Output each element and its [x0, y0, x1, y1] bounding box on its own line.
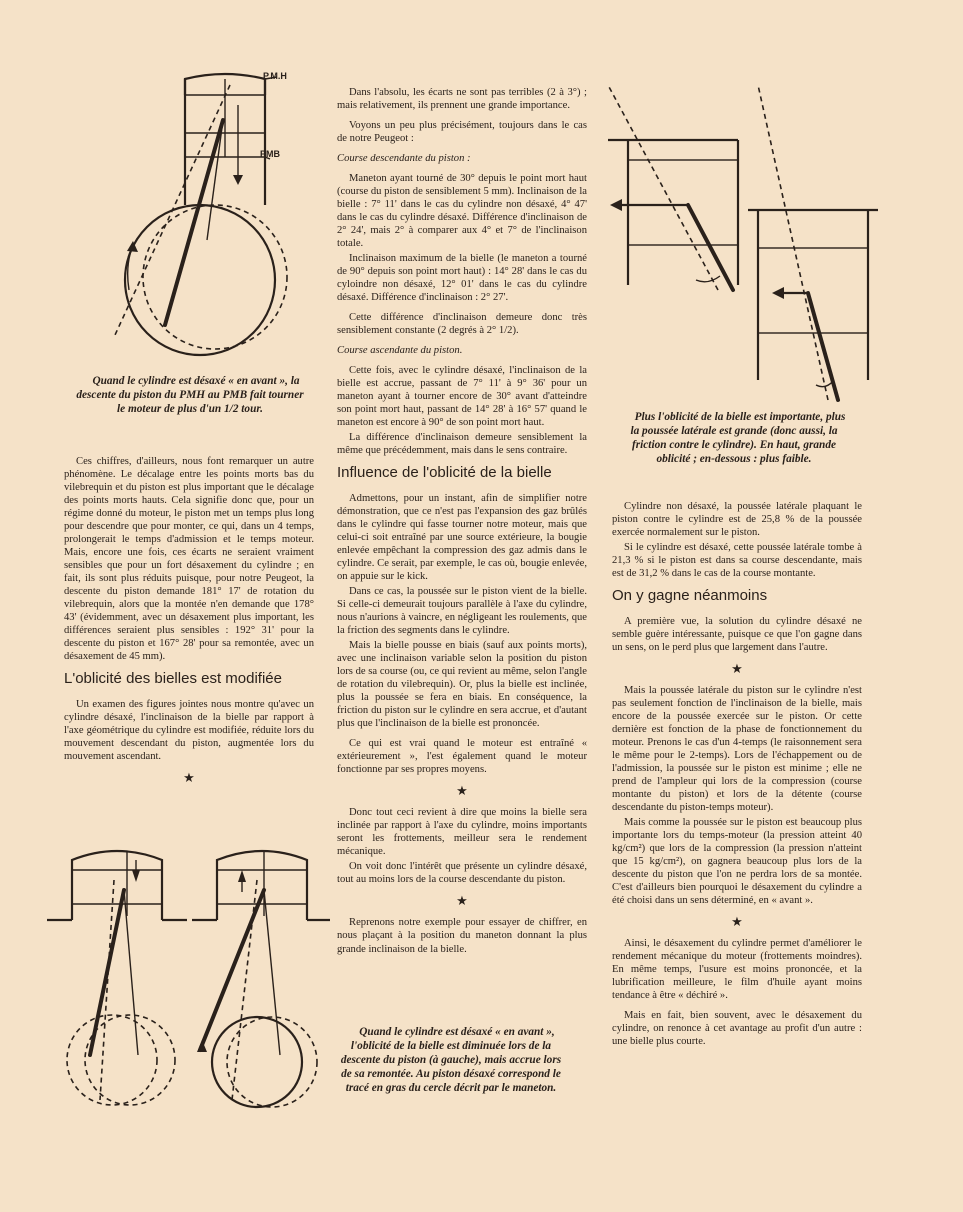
col2-paragraph: On voit donc l'intérêt que présente un cylindre désaxé, tout au moins lors de la course descendante du piston.: [337, 861, 587, 886]
col2-paragraph: La différence d'inclinaison demeure sensiblement la même que précédemment, mais dans le sens contraire.: [337, 432, 587, 457]
col1-paragraph: Un examen des figures jointes nous montre qu'avec un cylindre désaxé, l'inclinaison de la bielle par rapport à l'axe géométrique du cylindre est modifiée, réduite lors du mouvement descendant du piston, augmentée lors du mouvement ascendant.: [64, 698, 314, 762]
col3-paragraph: Mais comme la poussée sur le piston est beaucoup plus importante lors du temps-moteur (la pression atteint 40 kg/cm²) que lors de la compression (la pression n'atteint que 15 kg/cm²), on gagnera beaucoup plus lors de la descente du piston que l'on ne perdra lors de sa montée. C'est d'ailleurs bien pourquoi le désaxement du cylindre a été choisi dans un sens déterminé, en « avant ».: [612, 816, 862, 907]
col3-paragraph: A première vue, la solution du cylindre désaxé ne semble guère intéressante, puisque ce que l'on gagne dans un sens, on le perd plus que largement dans l'autre.: [612, 615, 862, 653]
figure-2-caption-block: [337, 1025, 565, 1102]
star-separator: ★: [731, 914, 743, 930]
column-2: [337, 86, 587, 963]
col1-paragraph: Ces chiffres, d'ailleurs, nous font remarquer un autre phénomène. Le décalage entre les points morts bas du vilebrequin et du piston est plus important que le décalage des points morts hauts. Cela signifie donc que, pour un régime donné du moteur, le piston met un temps plus long pour descendre que pour monter, ce qui, dans un 4 temps, prolongerait le temps d'admission et le temps moteur. Mais, encore une fois, ces écarts ne seraient vraiment sensibles que pour un fort désaxement du cylindre ; en fait, ils sont plus réduits puisque, pour notre Peugeot, la descente du piston demande 181° 17' de rotation du vilebrequin, alors que la montée n'en demande que 178° 43' (évidemment, avec un désaxement plus important, les différences seraient plus sensibles : 192° 31' pour la descente du piston et 167° 28' pour sa remontée, avec un désaxement de 45 mm).: [64, 456, 314, 663]
col3-paragraph: Mais en fait, bien souvent, avec le désaxement du cylindre, on renonce à cet avantage au profit d'un autre : une bielle plus courte.: [612, 1010, 862, 1048]
col2-paragraph: Cette différence d'inclinaison demeure donc très sensiblement constante (2 degrés à 2° 1/2).: [337, 312, 587, 337]
col2-paragraph: Maneton ayant tourné de 30° depuis le point mort haut (course du piston de sensiblement 5 mm). Inclinaison de la bielle : 7° 11' dans le cas du cylindre non désaxé, 4° 47' dans le cas du cylindre désaxé. Différence d'inclinaison de 2° 24', mais 2° à comparer aux 4° et 7° de l'inclinaison totale.: [337, 173, 587, 250]
col3-paragraph: Ainsi, le désaxement du cylindre permet d'améliorer le rendement mécanique du moteur (frottements moindres). En même temps, l'usure est moins prononcée, et la lubrification meilleure, le film d'huile ayant moins tendance à être « déchiré ».: [612, 938, 862, 1002]
subheading-course-ascendante: Course ascendante du piston.: [337, 345, 463, 357]
cylinder-outline: [185, 74, 277, 205]
col2-paragraph: Dans l'absolu, les écarts ne sont pas terribles (2 à 3°) ; mais relativement, ils prennent une grande importance.: [337, 87, 587, 112]
lower-cylinder: [748, 210, 878, 380]
col2-paragraph: Admettons, pour un instant, afin de simplifier notre démonstration, que ce n'est pas l'expansion des gaz brûlés dans le cylindre qui fasse tourner notre moteur, mais que celui-ci soit entraîné par une source extérieure, la bougie enlevée empêchant la compression des gaz admis dans le cylindre. Ce serait, par exemple, le cas où, bougie enlevée, on appuie sur le kick.: [337, 493, 587, 583]
down-arrow-icon: [233, 105, 243, 185]
col2-paragraph: Mais la bielle pousse en biais (sauf aux points morts), avec une inclinaison variable selon la position du piston lors de sa course (ou, ce qui revient au même, selon l'angle de rotation du vilebrequin). Or, plus la bielle est inclinée, plus la poussée se fera en biais. En conséquence, la friction du piston sur le cylindre en sera accrue, et d'autant plus que l'inclinaison de la bielle est prononcée.: [337, 640, 587, 730]
column-1: [64, 455, 314, 793]
col2-paragraph: Dans ce cas, la poussée sur le piston vient de la bielle. Si celle-ci demeurait toujours parallèle à l'axe du cylindre, nous n'aurions à vaincre, en négligeant les roulements, que la friction des segments dans le cylindre.: [337, 586, 587, 637]
figure-3-caption-block: [620, 410, 848, 473]
crank-circle: [125, 205, 275, 355]
heading-on-y-gagne: On y gagne néanmoins: [612, 587, 768, 605]
label-pmh: P.M.H: [263, 71, 287, 81]
col2-paragraph: Cette fois, avec le cylindre désaxé, l'inclinaison de la bielle est accrue, passant de 7° 11' à 9° 36' pour un maneton ayant à tourner encore de 30° avant d'atteindre son point mort haut, passant de 14° 28' à 16° 57' quand le maneton est encore à 90° de son point mort haut.: [337, 365, 587, 429]
connecting-rod: [165, 120, 223, 325]
star-separator: ★: [731, 660, 743, 676]
star-separator: ★: [456, 783, 468, 799]
left-crank-circle: [67, 1015, 157, 1105]
col3-paragraph: Si le cylindre est désaxé, cette poussée latérale tombe à 21,3 % si le piston est dans sa course descendante, mais est de 31,2 % dans le cas de la course montante.: [612, 542, 862, 580]
lower-connecting-rod: [808, 293, 838, 400]
figure-3-caption: Plus l'oblicité de la bielle est importante, plus la poussée latérale est grande (donc aussi, la friction contre le cylindre). En haut, grande oblicité ; en-dessous : plus faible.: [630, 411, 846, 465]
col2-paragraph: Ce qui est vrai quand le moteur est entraîné « extérieurement », l'est également quand le moteur fonctionne par ses propres moyens.: [337, 738, 587, 776]
star-separator: ★: [456, 893, 468, 909]
figure-lateral-thrust-diagram: [598, 80, 888, 405]
figure-two-cylinders-diagram: [42, 820, 332, 1120]
heading-influence-oblicite: Influence de l'oblicité de la bielle: [337, 464, 552, 482]
col2-paragraph: Donc tout ceci revient à dire que moins la bielle sera inclinée par rapport à l'axe du cylindre, moins importants seront les frottements, meilleur sera le rendement mécanique.: [337, 807, 587, 858]
right-cylinder: [192, 851, 330, 920]
col2-paragraph: Voyons un peu plus précisément, toujours dans le cas de notre Peugeot :: [337, 120, 587, 145]
right-crank-circle: [212, 1017, 302, 1107]
col2-paragraph: Inclinaison maximum de la bielle (le maneton a tourné de 90° depuis son point mort haut) : 14° 28' dans le cas du cyloindre non désaxé, 12° 01' dans le cas du cylindre désaxé. Différence d'inclinaison : 2° 27'.: [337, 253, 587, 304]
label-pmb: PMB: [260, 149, 280, 159]
column-3: [612, 500, 862, 1055]
figure-1-caption-block: [75, 374, 305, 423]
subheading-course-descendante: Course descendante du piston :: [337, 153, 471, 165]
figure-1-caption: Quand le cylindre est désaxé « en avant », la descente du piston du PMH au PMB fait tourner le moteur de plus d'un 1/2 tour.: [76, 375, 304, 415]
left-cylinder: [47, 851, 187, 920]
star-separator: ★: [183, 770, 195, 786]
figure-offset-cylinder-diagram: [105, 65, 315, 365]
lower-thrust-arrow-icon: [772, 287, 808, 299]
col3-paragraph: Cylindre non désaxé, la poussée latérale plaquant le piston contre le cylindre est de 25,8 % de la poussée exercée normalement sur le piston.: [612, 501, 862, 539]
col2-paragraph: Reprenons notre exemple pour essayer de chiffrer, en nous plaçant à la position du maneton donnant la plus grande inclinaison de la bielle.: [337, 917, 587, 955]
upper-thrust-arrow-icon: [610, 199, 688, 211]
heading-oblicite-modifiee: L'oblicité des bielles est modifiée: [64, 670, 282, 688]
col3-paragraph: Mais la poussée latérale du piston sur le cylindre n'est pas seulement fonction de l'inclinaison de la bielle, mais encore de la poussée exercée sur le piston. Or cette dernière est fonction de la phase de fonctionnement du moteur. Prenons le cas d'un 4-temps (le raisonnement sera le même pour le 2-temps). Lors de l'échappement ou de l'admission, la poussée sur le piston est minime ; elle ne prend de l'ampleur qui lors de la compression (course montante du piston) et lors de la détente (course descendante du piston-temps moteur).: [612, 684, 862, 813]
figure-2-caption: Quand le cylindre est désaxé « en avant », l'oblicité de la bielle est diminuée lors de la descente du piston (à gauche), mais accrue lors de sa remontée. Au piston désaxé correspond le tracé en gras du cercle décrit par le maneton.: [340, 1026, 562, 1094]
